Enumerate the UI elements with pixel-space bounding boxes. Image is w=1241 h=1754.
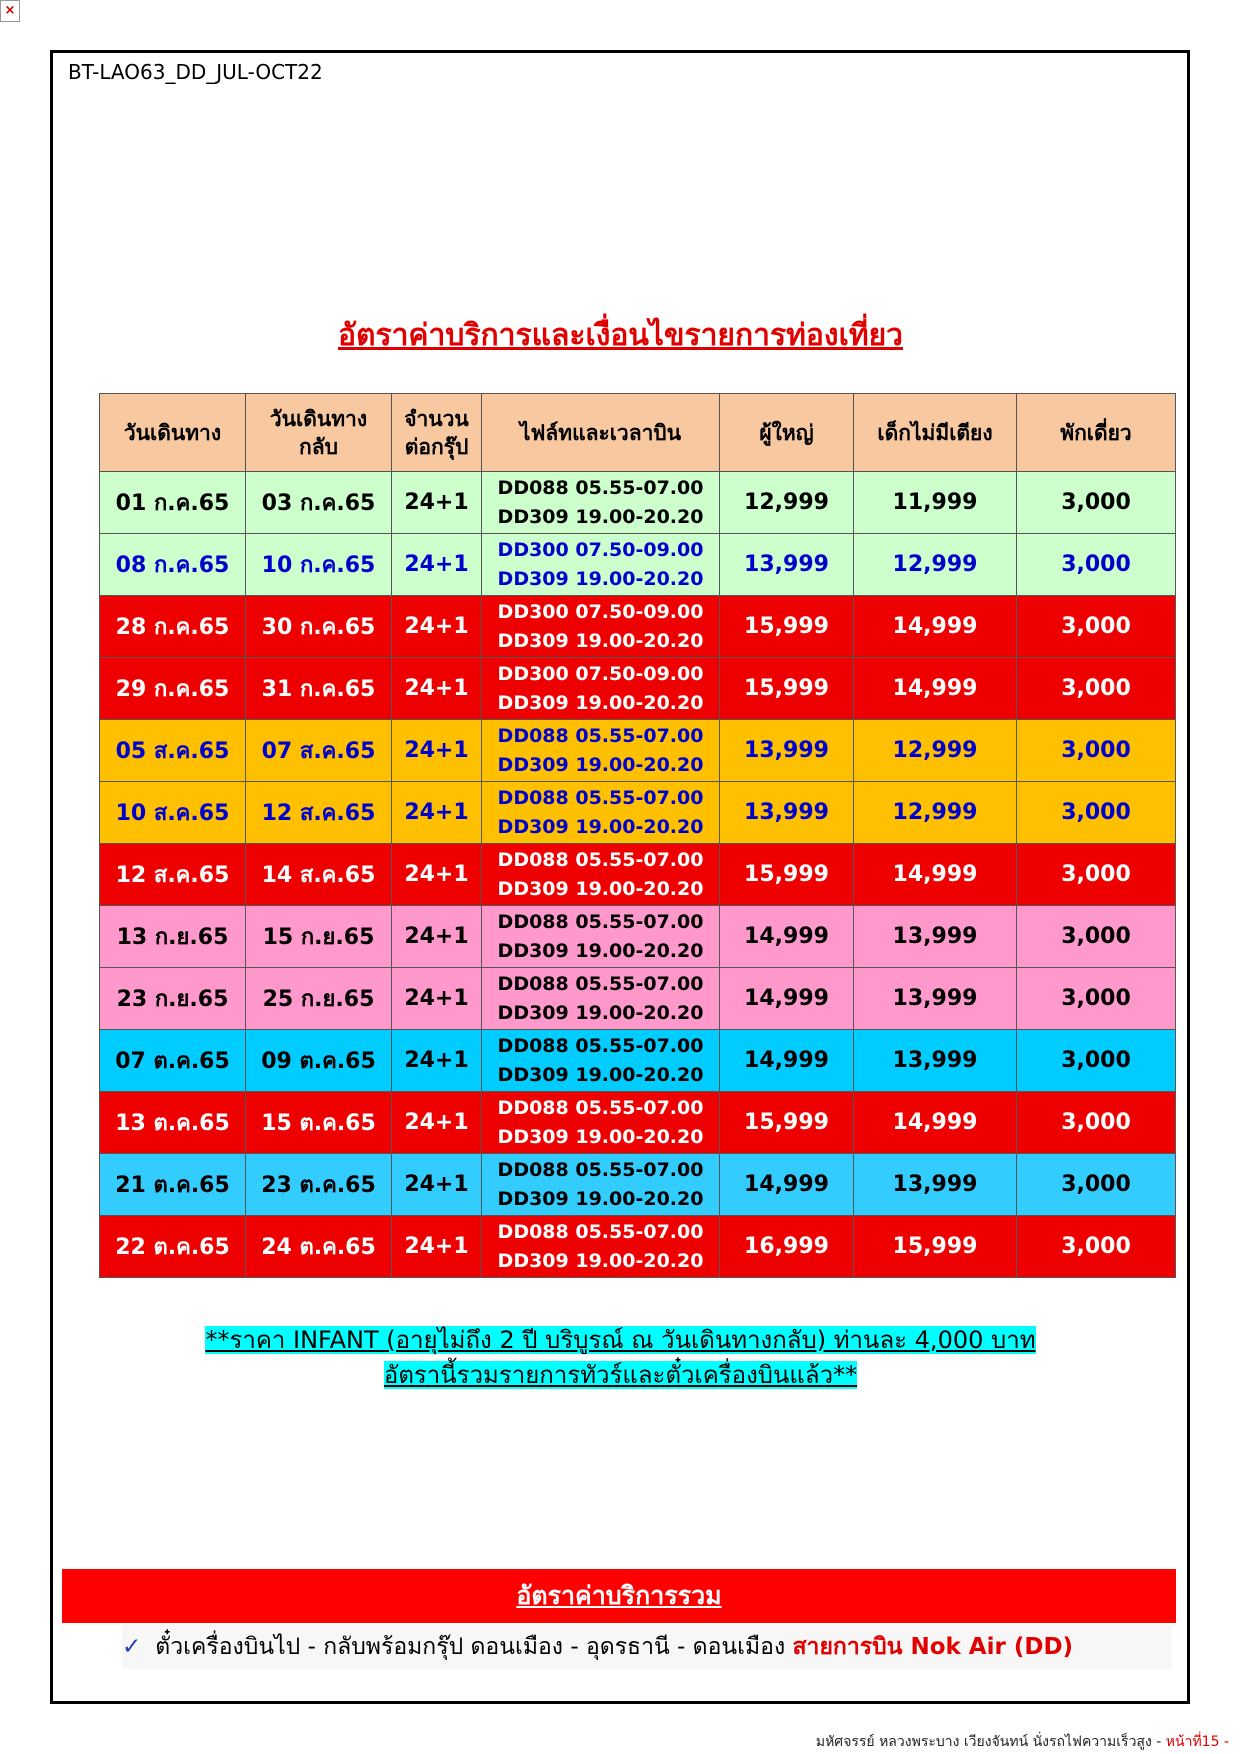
flight-return: DD309 19.00-20.20 — [497, 691, 704, 714]
check-icon: ✓ — [122, 1634, 142, 1660]
flight-outbound: DD088 05.55-07.00 — [497, 786, 704, 809]
group-size: 24+1 — [392, 596, 482, 658]
flight-outbound: DD088 05.55-07.00 — [497, 1034, 704, 1057]
infant-note-line2: อัตรานี้รวมรายการทัวร์และตั๋วเครื่องบินแล้ว** — [383, 1361, 858, 1389]
single-supplement: 3,000 — [1017, 658, 1176, 720]
group-size: 24+1 — [392, 534, 482, 596]
flight-return: DD309 19.00-20.20 — [497, 629, 704, 652]
header-flight: ไฟล์ทและเวลาบิน — [482, 394, 720, 472]
child-no-bed-price: 11,999 — [854, 472, 1017, 534]
adult-price: 14,999 — [720, 906, 854, 968]
flight-times — [482, 1216, 720, 1278]
table-row — [100, 472, 1176, 534]
adult-price: 13,999 — [720, 782, 854, 844]
depart-date: 28 ก.ค.65 — [100, 596, 246, 658]
child-no-bed-price: 13,999 — [854, 968, 1017, 1030]
header-adult: ผู้ใหญ่ — [720, 394, 854, 472]
table-row — [100, 1216, 1176, 1278]
flight-times — [482, 1092, 720, 1154]
return-date: 09 ต.ค.65 — [246, 1030, 392, 1092]
flight-return: DD309 19.00-20.20 — [497, 505, 704, 528]
group-size: 24+1 — [392, 1216, 482, 1278]
single-supplement: 3,000 — [1017, 906, 1176, 968]
adult-price: 14,999 — [720, 968, 854, 1030]
return-date: 07 ส.ค.65 — [246, 720, 392, 782]
header-depart: วันเดินทาง — [100, 394, 246, 472]
flight-return: DD309 19.00-20.20 — [497, 1187, 704, 1210]
return-date: 10 ก.ค.65 — [246, 534, 392, 596]
child-no-bed-price: 14,999 — [854, 658, 1017, 720]
return-date: 25 ก.ย.65 — [246, 968, 392, 1030]
group-size: 24+1 — [392, 844, 482, 906]
flight-outbound: DD088 05.55-07.00 — [497, 972, 704, 995]
return-date: 24 ต.ค.65 — [246, 1216, 392, 1278]
group-size: 24+1 — [392, 1092, 482, 1154]
table-row — [100, 1030, 1176, 1092]
page-footer — [816, 1731, 1229, 1753]
child-no-bed-price: 13,999 — [854, 1154, 1017, 1216]
depart-date: 13 ต.ค.65 — [100, 1092, 246, 1154]
document-code: BT-LAO63_DD_JUL-OCT22 — [68, 60, 323, 84]
depart-date: 23 ก.ย.65 — [100, 968, 246, 1030]
flight-times — [482, 906, 720, 968]
table-row — [100, 844, 1176, 906]
rates-table — [99, 393, 1176, 1278]
flight-times — [482, 596, 720, 658]
broken-image-icon: × — [0, 0, 20, 22]
flight-times — [482, 472, 720, 534]
flight-outbound: DD300 07.50-09.00 — [497, 600, 704, 623]
flight-times — [482, 534, 720, 596]
flight-times — [482, 968, 720, 1030]
flight-return: DD309 19.00-20.20 — [497, 939, 704, 962]
single-supplement: 3,000 — [1017, 968, 1176, 1030]
flight-times — [482, 720, 720, 782]
table-row — [100, 782, 1176, 844]
child-no-bed-price: 14,999 — [854, 844, 1017, 906]
table-row — [100, 658, 1176, 720]
flight-return: DD309 19.00-20.20 — [497, 1001, 704, 1024]
infant-note-line1: **ราคา INFANT (อายุไม่ถึง 2 ปี บริบูรณ์ ณ วันเดินทางกลับ) ท่านละ 4,000 บาท — [205, 1326, 1036, 1354]
single-supplement: 3,000 — [1017, 1154, 1176, 1216]
depart-date: 13 ก.ย.65 — [100, 906, 246, 968]
group-size: 24+1 — [392, 720, 482, 782]
adult-price: 15,999 — [720, 596, 854, 658]
depart-date: 21 ต.ค.65 — [100, 1154, 246, 1216]
group-size: 24+1 — [392, 968, 482, 1030]
flight-times — [482, 1030, 720, 1092]
footer-text: มหัศจรรย์ หลวงพระบาง เวียงจันทน์ นั่งรถไฟความเร็วสูง - — [815, 1734, 1166, 1750]
adult-price: 14,999 — [720, 1030, 854, 1092]
single-supplement: 3,000 — [1017, 1092, 1176, 1154]
table-row — [100, 720, 1176, 782]
flight-outbound: DD300 07.50-09.00 — [497, 538, 704, 561]
return-date: 12 ส.ค.65 — [246, 782, 392, 844]
flight-outbound: DD088 05.55-07.00 — [497, 910, 704, 933]
rates-table-body — [100, 472, 1176, 1278]
return-date: 30 ก.ค.65 — [246, 596, 392, 658]
adult-price: 16,999 — [720, 1216, 854, 1278]
child-no-bed-price: 13,999 — [854, 906, 1017, 968]
single-supplement: 3,000 — [1017, 534, 1176, 596]
flight-return: DD309 19.00-20.20 — [497, 1125, 704, 1148]
adult-price: 13,999 — [720, 720, 854, 782]
flight-outbound: DD088 05.55-07.00 — [497, 848, 704, 871]
adult-price: 13,999 — [720, 534, 854, 596]
adult-price: 15,999 — [720, 1092, 854, 1154]
child-no-bed-price: 15,999 — [854, 1216, 1017, 1278]
flight-outbound: DD088 05.55-07.00 — [497, 724, 704, 747]
depart-date: 12 ส.ค.65 — [100, 844, 246, 906]
adult-price: 15,999 — [720, 844, 854, 906]
header-child-no-bed: เด็กไม่มีเตียง — [854, 394, 1017, 472]
single-supplement: 3,000 — [1017, 472, 1176, 534]
flight-outbound: DD088 05.55-07.00 — [497, 476, 704, 499]
table-row — [100, 906, 1176, 968]
depart-date: 01 ก.ค.65 — [100, 472, 246, 534]
return-date: 23 ต.ค.65 — [246, 1154, 392, 1216]
child-no-bed-price: 12,999 — [854, 534, 1017, 596]
page-title: อัตราค่าบริการและเงื่อนไขรายการท่องเที่ยว — [337, 318, 904, 353]
table-row — [100, 596, 1176, 658]
depart-date: 22 ต.ค.65 — [100, 1216, 246, 1278]
table-row — [100, 534, 1176, 596]
group-size: 24+1 — [392, 658, 482, 720]
child-no-bed-price: 14,999 — [854, 596, 1017, 658]
return-date: 31 ก.ค.65 — [246, 658, 392, 720]
group-size: 24+1 — [392, 782, 482, 844]
included-item-text: ตั๋วเครื่องบินไป - กลับพร้อมกรุ๊ป ดอนเมือง - อุดรธานี - ดอนเมือง — [155, 1634, 793, 1660]
included-item — [122, 1625, 1172, 1669]
child-no-bed-price: 12,999 — [854, 782, 1017, 844]
single-supplement: 3,000 — [1017, 844, 1176, 906]
depart-date: 10 ส.ค.65 — [100, 782, 246, 844]
child-no-bed-price: 13,999 — [854, 1030, 1017, 1092]
infant-note — [0, 1323, 1241, 1393]
flight-return: DD309 19.00-20.20 — [497, 1063, 704, 1086]
flight-times — [482, 844, 720, 906]
flight-return: DD309 19.00-20.20 — [497, 753, 704, 776]
flight-return: DD309 19.00-20.20 — [497, 567, 704, 590]
depart-date: 05 ส.ค.65 — [100, 720, 246, 782]
table-row — [100, 1154, 1176, 1216]
single-supplement: 3,000 — [1017, 782, 1176, 844]
flight-return: DD309 19.00-20.20 — [497, 1249, 704, 1272]
group-size: 24+1 — [392, 1030, 482, 1092]
header-group: จำนวน ต่อกรุ๊ป — [392, 394, 482, 472]
flight-outbound: DD088 05.55-07.00 — [497, 1220, 704, 1243]
table-row — [100, 968, 1176, 1030]
flight-outbound: DD088 05.55-07.00 — [497, 1158, 704, 1181]
flight-return: DD309 19.00-20.20 — [497, 815, 704, 838]
return-date: 03 ก.ค.65 — [246, 472, 392, 534]
return-date: 15 ต.ค.65 — [246, 1092, 392, 1154]
depart-date: 29 ก.ค.65 — [100, 658, 246, 720]
flight-times — [482, 1154, 720, 1216]
single-supplement: 3,000 — [1017, 1216, 1176, 1278]
group-size: 24+1 — [392, 906, 482, 968]
return-date: 15 ก.ย.65 — [246, 906, 392, 968]
group-size: 24+1 — [392, 472, 482, 534]
page-number: หน้าที่15 - — [1165, 1734, 1229, 1750]
flight-return: DD309 19.00-20.20 — [497, 877, 704, 900]
single-supplement: 3,000 — [1017, 596, 1176, 658]
return-date: 14 ส.ค.65 — [246, 844, 392, 906]
child-no-bed-price: 12,999 — [854, 720, 1017, 782]
single-supplement: 3,000 — [1017, 1030, 1176, 1092]
depart-date: 07 ต.ค.65 — [100, 1030, 246, 1092]
flight-times — [482, 782, 720, 844]
table-row — [100, 1092, 1176, 1154]
adult-price: 12,999 — [720, 472, 854, 534]
flight-times — [482, 658, 720, 720]
child-no-bed-price: 14,999 — [854, 1092, 1017, 1154]
included-item-airline: สายการบิน Nok Air (DD) — [792, 1634, 1074, 1660]
group-size: 24+1 — [392, 1154, 482, 1216]
depart-date: 08 ก.ค.65 — [100, 534, 246, 596]
adult-price: 15,999 — [720, 658, 854, 720]
flight-outbound: DD300 07.50-09.00 — [497, 662, 704, 685]
table-header-row — [100, 394, 1176, 472]
header-return: วันเดินทาง กลับ — [246, 394, 392, 472]
single-supplement: 3,000 — [1017, 720, 1176, 782]
included-heading: อัตราค่าบริการรวม — [62, 1569, 1176, 1623]
header-single: พักเดี่ยว — [1017, 394, 1176, 472]
adult-price: 14,999 — [720, 1154, 854, 1216]
flight-outbound: DD088 05.55-07.00 — [497, 1096, 704, 1119]
